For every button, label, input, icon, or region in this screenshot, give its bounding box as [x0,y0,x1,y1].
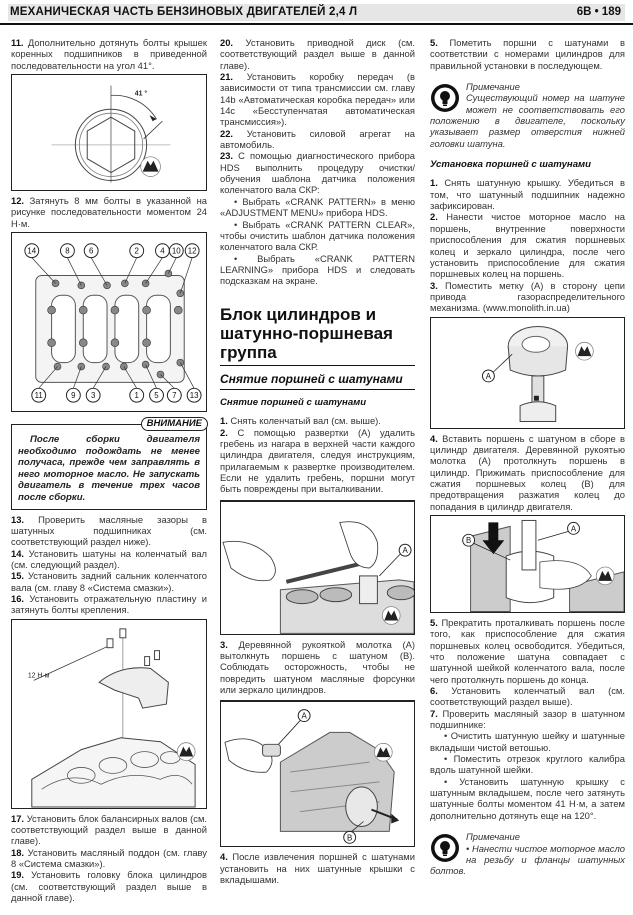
install-heading: Установка поршней с шатунами [430,159,591,171]
install-step-3: 3. Поместить метку (А) в сторону цепи привода газораспределительного механизма. (www.monolith.in.ua) [430,279,626,314]
sub-heading: Снятие поршней с шатунами [220,396,367,408]
removal-step-4: 4. После извлечения поршней с шатунами установить на них шатунные крышки с вкладышами. [220,851,415,886]
step-23: 23. С помощью диагностического прибора HDS выполнить процедуру очистки/обучения шаблона датчика положения коленчатого вала СКР: [220,150,415,196]
bolt-sequence-diagram [12,233,206,411]
figure-bolt-sequence [11,232,207,412]
bullet-item: • Очистить шатунную шейку и шатунные вкладыши чистой ветошью. [430,730,625,753]
step-22: 22. Установить силовой агрегат на автомобиль. [220,127,415,151]
bullet-item: • Установить шатунную крышку с шатунным вкладышем, после чего затянуть шатунные болты моментом 41 Н·м, а затем дополнительно дотянуть еще на 120°. [430,775,625,821]
step-21: 21. Установить коробку передач (в зависимости от типа трансмиссии см. главу 14b «Автоматическая коробка передач» или 14с «Бесступенчатая автоматическая трансмиссия»). [220,71,416,128]
step-17: 17. Установить блок балансирных валов (см. соответствующий раздел выше в данной главе). [11,812,208,847]
column-3 [430,37,625,887]
callout-a: A [402,545,408,555]
install-step-5: 5. Прекратить проталкивать поршень после того, как приспособление для сжатия поршневых колец освободится. Убедиться, что положение шатуна совпадает с шатунной шейкой коленчатого вала, после чего протолкнуть поршень до конца. [430,616,625,685]
note-box [430,831,625,876]
install-step-4: 4. Вставить поршень с шатуном в сборе в цилиндр двигателя. Деревянной рукоятью молотка (А) протолкнуть поршень в цилиндр. Прижимать приспособление для сжатия поршневых колец (В) для предотвращения разжатия колец до попадания в цилиндр двигателя. [430,432,626,512]
warning-text: После сборки двигателя необходимо подождать не менее получаса, прежде чем заправлять в него моторное масло. Не запускать двигатель в течение трех часов после сборки. [18,434,200,504]
step-20: 20. Установить приводной диск (см. соответствующий раздел выше в данной главе). [220,37,415,71]
bolt-label: 5 [154,391,159,401]
figure-bolt-angle [11,74,207,191]
bolt-label: 9 [71,391,76,401]
bolt-label: 6 [88,246,94,256]
bolt-label: 7 [172,391,177,401]
header-divider [0,23,633,25]
piston-push-out-diagram [221,702,414,846]
bolt-label: 3 [90,391,96,401]
step-14: 14. Установить шатуны на коленчатый вал (см. следующий раздел). [11,547,207,570]
note-box [430,81,625,149]
bullet-item: • Выбрать «CRANK PATTERN CLEAR», чтобы очистить шаблон датчика положения коленчатого вала СКР. [220,218,415,253]
bullet-item: • Выбрать «CRANK PATTERN» в меню «ADJUSTMENT MENU» прибора HDS. [220,195,415,219]
figure-baffle-plate [11,619,207,809]
torque-label: 12 Н·м [27,672,50,680]
figure-piston-insert [430,515,625,613]
column-1 [11,37,207,903]
subsection-title: Снятие поршней с шатунами [220,374,415,390]
page-number: 6B • 189 [576,6,621,18]
baffle-plate-diagram [12,620,206,808]
note-text: • Нанести чистое моторное масло на резьбу и фланцы шатунных болтов. [430,842,625,877]
bolt-label: 12 [187,246,197,256]
piston-mark-diagram [431,318,624,428]
step-18: 18. Установить масляный поддон (см. главу 8 «Система смазки»). [11,846,207,870]
bolt-label: 1 [134,391,139,401]
bolt-label: 10 [171,246,181,256]
lightbulb-icon [430,83,460,113]
step-11: 11. Дополнительно дотянуть болты крышек коренных подшипников в приведенной последовательности на угол 41°. [11,37,207,71]
bolt-label: 2 [134,246,139,256]
angle-label: 41 ° [134,90,148,98]
removal-step-1: 1. Снять коленчатый вал (см. выше). [220,415,381,427]
bullet-item: • Выбрать «CRANK PATTERN LEARNING» прибора HDS и следовать подсказкам на экране. [220,252,415,287]
lightbulb-icon [430,833,460,863]
step-15: 15. Установить задний сальник коленчатого вала (см. главу 8 «Система смазки»). [11,570,207,593]
install-step-2: 2. Нанести чистое моторное масло на поршень, внутренние поверхности приспособления для сжатия поршневых колец и зеркало цилиндра, после чего установить приспособление для сжатия поршневых колец на поршень. [430,211,625,280]
figure-piston-mark [430,317,625,429]
note-text: Существующий номер на шатуне может не соответствовать его положению в двигателе, поскольку указывает размер отверстия нижней головки шатуна. [430,92,625,149]
removal-step-5: 5. Пометить поршни с шатунами в соответствии с номерами цилиндров для правильной установки в последующем. [430,37,625,71]
callout-b: B [465,536,472,546]
bolt-label: 11 [34,391,43,401]
bolt-label: 4 [160,246,165,256]
removal-step-3: 3. Деревянной рукояткой молотка (А) вытолкнуть поршень с шатуном (В). Соблюдать осторожность, чтобы не повредить шатуном масляные форсунки или зеркало цилиндров. [220,638,416,696]
section-title: Блок цилиндров и шатунно-поршневая группа [220,305,415,366]
removal-step-2: 2. С помощью развертки (А) удалить гребень из нагара в верхней части каждого цилиндра двигателя, следуя инструкциям, прилагаемым к развертке производителем. Если не удалить гребень, поршни могут быть повреждены при выталкивании. [220,426,415,495]
step-12: 12. Затянуть 8 мм болты в указанной на рисунке последовательности моментом 24 Н·м. [11,195,207,229]
step-16: 16. Установить отражательную пластину и затянуть болты крепления. [11,593,207,616]
bolt-label: 13 [189,391,199,401]
figure-ridge-reamer [220,501,415,635]
piston-insert-diagram [431,516,624,612]
figure-piston-push-out [220,701,415,847]
bolt-label: 14 [27,246,37,256]
callout-a: A [301,711,307,721]
step-19: 19. Установить головку блока цилиндров (см. соответствующий раздел выше в данной главе). [11,869,207,904]
callout-a: A [570,524,577,534]
install-step-6: 6. Установить коленчатый вал (см. соответствующий раздел выше). [430,685,625,708]
install-step-1: 1. Снять шатунную крышку. Убедиться в том, что шатунный подшипник надежно зафиксирован. [430,177,625,212]
step-13: 13. Проверить масляные зазоры в шатунных подшипниках (см. соответствующий раздел ниже). [11,513,207,548]
note-title: Примечание [466,81,520,93]
bolt-label: 8 [65,246,70,256]
column-2 [220,37,415,885]
chapter-title: МЕХАНИЧЕСКАЯ ЧАСТЬ БЕНЗИНОВЫХ ДВИГАТЕЛЕЙ 2,4 Л [10,6,358,18]
note-title: Примечание [466,831,520,843]
install-step-7: 7. Проверить масляный зазор в шатунном подшипнике: [430,707,625,731]
bolt-angle-diagram [12,75,206,190]
ridge-reamer-diagram [221,502,414,634]
callout-a: A [485,371,492,381]
warning-tag: ВНИМАНИЕ [141,417,208,431]
callout-b: B [347,833,353,843]
bullet-item: • Поместить отрезок круглого калибра вдоль шатунной шейки. [430,753,625,776]
warning-box [11,418,207,510]
